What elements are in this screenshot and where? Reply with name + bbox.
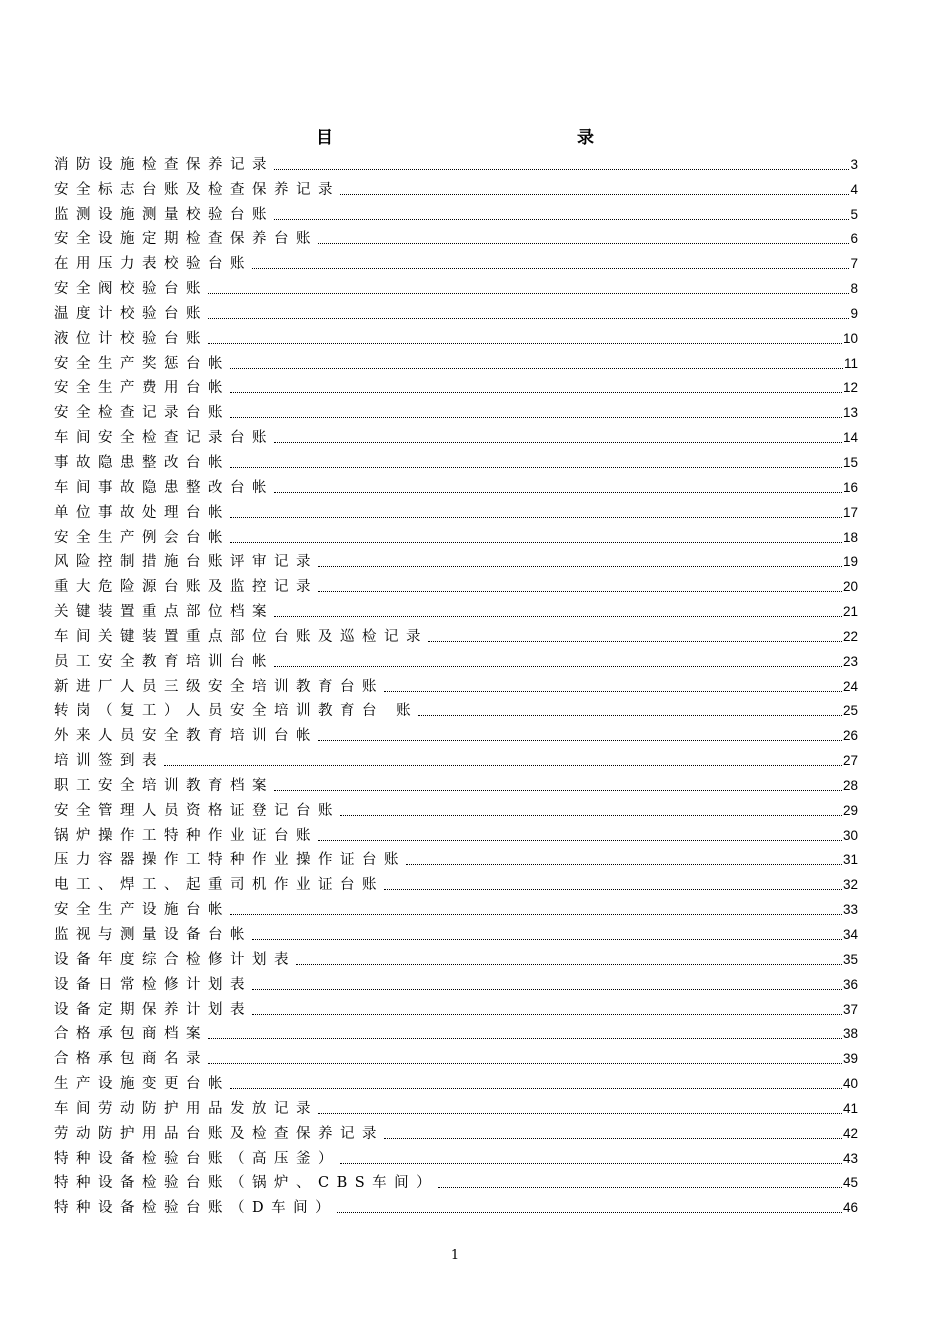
toc-entry[interactable] <box>54 1069 858 1094</box>
toc-title: 目 录 <box>316 128 664 148</box>
toc-entry-page-number: 16 <box>842 479 858 495</box>
toc-entry[interactable] <box>54 398 858 423</box>
toc-entry-label: 新进厂人员三级安全培训教育台账 <box>54 678 384 695</box>
toc-entry-label: 车间关键装置重点部位台账及巡检记录 <box>54 628 428 645</box>
toc-entry[interactable] <box>54 175 858 200</box>
toc-entry-page-number: 9 <box>850 305 858 321</box>
toc-entry-label: 特种设备检验台账（锅炉、CBS车间） <box>54 1175 439 1192</box>
dot-leader <box>164 765 842 766</box>
dot-leader <box>252 268 849 269</box>
toc-entry[interactable] <box>54 920 858 945</box>
toc-entry-page-number: 35 <box>842 951 858 967</box>
toc-entry-page-number: 6 <box>850 231 858 247</box>
toc-entry-page-number: 27 <box>842 753 858 769</box>
dot-leader <box>230 914 842 915</box>
toc-entry-page-number: 19 <box>842 554 858 570</box>
toc-entry[interactable] <box>54 150 858 175</box>
toc-entry[interactable] <box>54 771 858 796</box>
toc-entry-page-number: 40 <box>842 1076 858 1092</box>
dot-leader <box>274 219 849 220</box>
toc-entry-page-number: 26 <box>842 728 858 744</box>
dot-leader <box>230 392 842 393</box>
dot-leader <box>384 889 842 890</box>
toc-entry-page-number: 28 <box>842 777 858 793</box>
dot-leader <box>208 343 842 344</box>
toc-entry-label: 车间安全检查记录台账 <box>54 430 274 447</box>
toc-entry-label: 职工安全培训教育档案 <box>54 777 274 794</box>
toc-entry[interactable] <box>54 200 858 225</box>
toc-entry-label: 转岗（复工）人员安全培训教育台 账 <box>54 703 419 720</box>
dot-leader <box>318 566 842 567</box>
toc-entry[interactable] <box>54 895 858 920</box>
toc-entry-label: 安全阀校验台账 <box>54 281 208 298</box>
toc-entry-label: 员工安全教育培训台帐 <box>54 653 274 670</box>
dot-leader <box>340 194 849 195</box>
toc-entry-page-number: 31 <box>842 852 858 868</box>
toc-entry[interactable] <box>54 249 858 274</box>
toc-entry-page-number: 29 <box>842 802 858 818</box>
dot-leader <box>230 368 843 369</box>
toc-entry[interactable] <box>54 423 858 448</box>
toc-entry-label: 安全标志台账及检查保养记录 <box>54 181 340 198</box>
toc-entry-label: 在用压力表校验台账 <box>54 256 252 273</box>
toc-entry-label: 风险控制措施台账评审记录 <box>54 554 318 571</box>
toc-entry-label: 监视与测量设备台帐 <box>54 927 252 943</box>
toc-entry[interactable] <box>54 324 858 349</box>
toc-entry[interactable] <box>54 473 858 498</box>
toc-entry[interactable] <box>54 1193 858 1218</box>
dot-leader <box>318 840 842 841</box>
toc-entry-page-number: 4 <box>850 181 858 197</box>
toc-entry-page-number: 36 <box>842 976 858 992</box>
toc-entry-label: 合格承包商名录 <box>54 1051 208 1068</box>
toc-entry[interactable] <box>54 796 858 821</box>
toc-entry-page-number: 30 <box>842 827 858 843</box>
toc-entry-label: 安全检查记录台账 <box>54 405 230 422</box>
dot-leader <box>230 467 842 468</box>
toc-entry-label: 温度计校验台账 <box>54 305 208 322</box>
toc-entry[interactable] <box>54 448 858 473</box>
toc-entry-page-number: 42 <box>842 1125 858 1141</box>
toc-entry[interactable] <box>54 746 858 771</box>
toc-entry[interactable] <box>54 846 858 871</box>
toc-entry-label: 设备定期保养计划表 <box>54 1001 252 1018</box>
toc-entry-label: 设备年度综合检修计划表 <box>54 951 296 968</box>
toc-entry-page-number: 12 <box>842 380 858 396</box>
toc-entry-page-number: 21 <box>842 604 858 620</box>
toc-entry-label: 锅炉操作工特种作业证台账 <box>54 827 318 844</box>
toc-entry-label: 安全管理人员资格证登记台账 <box>54 802 340 819</box>
toc-entry-page-number: 13 <box>842 405 858 421</box>
toc-entry-label: 车间事故隐患整改台帐 <box>54 479 274 496</box>
dot-leader <box>208 293 849 294</box>
toc-entry-label: 电工、焊工、起重司机作业证台账 <box>54 877 384 894</box>
toc-entry[interactable] <box>54 1119 858 1144</box>
toc-entry[interactable] <box>54 622 858 647</box>
toc-entry-label: 安全生产奖惩台帐 <box>54 355 230 372</box>
toc-entry[interactable] <box>54 721 858 746</box>
toc-entry[interactable] <box>54 1169 858 1194</box>
toc-entry[interactable] <box>54 374 858 399</box>
dot-leader <box>208 1063 842 1064</box>
dot-leader <box>208 318 849 319</box>
toc-entry-label: 关键装置重点部位档案 <box>54 604 274 621</box>
toc-entry-page-number: 7 <box>850 256 858 272</box>
dot-leader <box>274 790 842 791</box>
toc-entry-label: 培训签到表 <box>54 753 164 770</box>
toc-entry[interactable] <box>54 498 858 523</box>
dot-leader <box>252 1014 842 1015</box>
toc-entry[interactable] <box>54 274 858 299</box>
toc-entry-page-number: 18 <box>842 529 858 545</box>
toc-entry[interactable] <box>54 299 858 324</box>
dot-leader <box>230 1088 842 1089</box>
toc-entry-label: 事故隐患整改台帐 <box>54 454 230 471</box>
dot-leader <box>340 1163 842 1164</box>
toc-entry-page-number: 15 <box>842 454 858 470</box>
dot-leader <box>418 715 842 716</box>
dot-leader <box>438 1187 842 1188</box>
toc-entry[interactable] <box>54 225 858 250</box>
toc-entry-page-number: 11 <box>843 355 858 371</box>
toc-entry[interactable] <box>54 697 858 722</box>
toc-entry-page-number: 17 <box>842 504 858 520</box>
dot-leader <box>274 442 842 443</box>
dot-leader <box>406 864 842 865</box>
toc-entry-label: 重大危险源台账及监控记录 <box>54 579 318 596</box>
toc-entry-page-number: 38 <box>842 1026 858 1042</box>
toc-entry-label: 特种设备检验台账（D车间） <box>54 1200 338 1217</box>
toc-entry[interactable] <box>54 523 858 548</box>
toc-entry-page-number: 8 <box>850 281 858 297</box>
toc-entry-label: 设备日常检修计划表 <box>54 976 252 993</box>
dot-leader <box>296 964 842 965</box>
toc-entry[interactable] <box>54 945 858 970</box>
toc-entry[interactable] <box>54 672 858 697</box>
dot-leader <box>428 641 842 642</box>
toc-entry-page-number: 25 <box>842 703 858 719</box>
toc-entry[interactable] <box>54 647 858 672</box>
toc-entry-label: 安全生产设施台帐 <box>54 902 230 919</box>
toc-entry-label: 生产设施变更台帐 <box>54 1076 230 1093</box>
dot-leader <box>274 616 842 617</box>
toc-entry-page-number: 46 <box>842 1200 858 1216</box>
toc-entry-page-number: 24 <box>842 678 858 694</box>
dot-leader <box>274 169 849 170</box>
page-number: 1 <box>450 1248 460 1263</box>
toc-entry[interactable] <box>54 548 858 573</box>
dot-leader <box>318 591 842 592</box>
dot-leader <box>340 815 842 816</box>
toc-entry-label: 安全生产费用台帐 <box>54 380 230 397</box>
toc-entry-page-number: 32 <box>842 877 858 893</box>
toc-entry-label: 劳动防护用品台账及检查保养记录 <box>54 1125 384 1142</box>
toc-entry[interactable] <box>54 349 858 374</box>
dot-leader <box>230 517 842 518</box>
toc-entry-label: 安全设施定期检查保养台账 <box>54 231 318 248</box>
dot-leader <box>318 1113 842 1114</box>
toc-entry-label: 特种设备检验台账（高压釜） <box>54 1150 340 1167</box>
toc-entry-label: 外来人员安全教育培训台帐 <box>54 728 318 745</box>
dot-leader <box>384 1138 842 1139</box>
toc-entry-label: 车间劳动防护用品发放记录 <box>54 1100 318 1117</box>
toc-entry-page-number: 23 <box>842 653 858 669</box>
dot-leader <box>274 666 842 667</box>
toc-entry-page-number: 41 <box>842 1100 858 1116</box>
toc-entry-label: 压力容器操作工特种作业操作证台账 <box>54 852 406 869</box>
toc-entry[interactable] <box>54 995 858 1020</box>
toc-entry-page-number: 22 <box>842 628 858 644</box>
toc-entry-label: 合格承包商档案 <box>54 1026 208 1043</box>
toc-entry-page-number: 14 <box>842 430 858 446</box>
toc-entry[interactable] <box>54 1144 858 1169</box>
toc-entry[interactable] <box>54 970 858 995</box>
toc-entry-page-number: 3 <box>850 156 858 172</box>
toc-entry-label: 液位计校验台账 <box>54 330 208 347</box>
dot-leader <box>318 740 842 741</box>
toc-entry-page-number: 39 <box>842 1051 858 1067</box>
dot-leader <box>230 542 842 543</box>
toc-entry[interactable] <box>54 1094 858 1119</box>
table-of-contents <box>54 150 858 1218</box>
dot-leader <box>337 1212 842 1213</box>
toc-entry[interactable] <box>54 572 858 597</box>
dot-leader <box>274 492 842 493</box>
toc-entry[interactable] <box>54 1020 858 1045</box>
toc-entry-label: 监测设施测量校验台账 <box>54 206 274 223</box>
toc-entry-page-number: 34 <box>842 927 858 942</box>
dot-leader <box>384 691 842 692</box>
dot-leader <box>208 1038 842 1039</box>
dot-leader <box>318 243 849 244</box>
dot-leader <box>230 417 842 418</box>
toc-entry-label: 安全生产例会台帐 <box>54 529 230 546</box>
toc-entry-page-number: 20 <box>842 579 858 595</box>
toc-entry-page-number: 10 <box>842 330 858 346</box>
toc-entry-label: 消防设施检查保养记录 <box>54 156 274 173</box>
toc-entry-page-number: 5 <box>850 206 858 222</box>
toc-entry-page-number: 43 <box>842 1150 858 1166</box>
toc-entry[interactable] <box>54 870 858 895</box>
toc-entry-page-number: 37 <box>842 1001 858 1017</box>
dot-leader <box>252 989 842 990</box>
toc-entry[interactable] <box>54 1044 858 1069</box>
toc-entry-label: 单位事故处理台帐 <box>54 504 230 521</box>
toc-entry-page-number: 45 <box>842 1175 858 1191</box>
dot-leader <box>252 939 842 940</box>
toc-entry-page-number: 33 <box>842 902 858 918</box>
toc-entry[interactable] <box>54 597 858 622</box>
toc-entry[interactable] <box>54 821 858 846</box>
